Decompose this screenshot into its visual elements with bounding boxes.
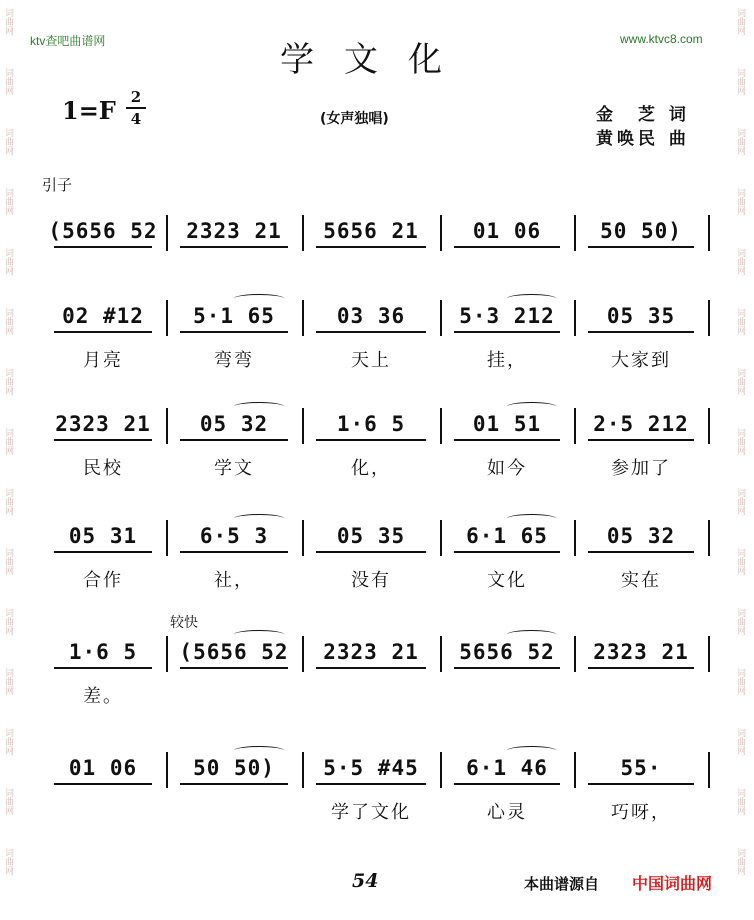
performance-note: (女声独唱) xyxy=(320,111,389,127)
tempo-marking: 较快 xyxy=(170,615,198,631)
bar-line xyxy=(302,520,304,556)
beam-underline xyxy=(588,783,694,785)
beam-underline xyxy=(454,783,560,785)
side-watermark-text: 词曲网 xyxy=(3,8,13,35)
bar-line xyxy=(708,300,710,336)
side-watermark-text: 词曲网 xyxy=(735,428,745,455)
side-watermark-text: 词曲网 xyxy=(735,788,745,815)
score-row xyxy=(0,300,754,380)
measure: 1·6 5 xyxy=(336,412,406,436)
side-watermark-text: 词曲网 xyxy=(3,248,13,275)
lyric-text: 文化 xyxy=(487,570,527,591)
side-watermark-text: 词曲网 xyxy=(3,788,13,815)
slur-mark xyxy=(507,514,556,523)
side-watermark-text: 词曲网 xyxy=(3,548,13,575)
lyric-text: 社， xyxy=(214,570,254,591)
measure: 05 35 xyxy=(336,524,406,548)
slur-mark xyxy=(234,746,284,755)
bar-line xyxy=(302,636,304,672)
bar-line xyxy=(440,300,442,336)
bar-line xyxy=(708,408,710,444)
measure: (5656 52 xyxy=(48,219,158,243)
page-number: 54 xyxy=(352,870,379,892)
lyricist-credit: 金 芝 词 xyxy=(596,105,690,125)
measure: (5656 52 xyxy=(179,640,289,664)
measure: 01 51 xyxy=(472,412,542,436)
score-row xyxy=(0,520,754,600)
slur-mark xyxy=(507,630,556,639)
bar-line xyxy=(166,408,168,444)
lyric-text: 心灵 xyxy=(487,802,527,823)
lyric-text: 化， xyxy=(351,458,391,479)
beam-underline xyxy=(316,331,426,333)
side-watermark-text: 词曲网 xyxy=(3,608,13,635)
side-watermark-text: 词曲网 xyxy=(735,248,745,275)
measure: 05 31 xyxy=(68,524,138,548)
lyric-text: 差。 xyxy=(83,686,123,707)
lyric-text: 学文 xyxy=(214,458,254,479)
side-watermark-text: 词曲网 xyxy=(3,68,13,95)
side-watermark-text: 词曲网 xyxy=(735,548,745,575)
measure: 01 06 xyxy=(68,756,138,780)
side-watermark-text: 词曲网 xyxy=(3,308,13,335)
lyric-text: 参加了 xyxy=(611,458,671,479)
bar-line xyxy=(166,636,168,672)
bar-line xyxy=(574,300,576,336)
measure: 50 50) xyxy=(600,219,682,243)
beam-underline xyxy=(316,551,426,553)
bar-line xyxy=(440,752,442,788)
measure: 2323 21 xyxy=(593,640,689,664)
composer-credit: 黄唤民 曲 xyxy=(596,129,690,149)
beam-underline xyxy=(588,667,694,669)
source-label: 本曲谱源自 xyxy=(524,875,600,893)
score-row xyxy=(0,408,754,488)
lyric-text: 实在 xyxy=(621,570,661,591)
beam-underline xyxy=(316,783,426,785)
beam-underline xyxy=(454,246,560,248)
bar-line xyxy=(166,300,168,336)
measure: 2·5 212 xyxy=(593,412,689,436)
beam-underline xyxy=(316,667,426,669)
score-row xyxy=(0,752,754,832)
side-watermark-text: 词曲网 xyxy=(735,368,745,395)
bar-line xyxy=(166,520,168,556)
measure: 2323 21 xyxy=(186,219,282,243)
time-numerator: 2 xyxy=(130,88,142,106)
bar-line xyxy=(440,215,442,251)
bar-line xyxy=(166,215,168,251)
beam-underline xyxy=(316,439,426,441)
bar-line xyxy=(574,636,576,672)
bar-line xyxy=(440,636,442,672)
beam-underline xyxy=(588,331,694,333)
bar-line xyxy=(440,520,442,556)
measure: 01 06 xyxy=(472,219,542,243)
side-watermark-text: 词曲网 xyxy=(3,848,13,875)
side-watermark-text: 词曲网 xyxy=(735,308,745,335)
lyric-text: 大家到 xyxy=(611,350,671,371)
beam-underline xyxy=(588,439,694,441)
beam-underline xyxy=(180,246,288,248)
beam-underline xyxy=(454,667,560,669)
lyric-text: 没有 xyxy=(351,570,391,591)
measure: 2323 21 xyxy=(55,412,151,436)
bar-line xyxy=(574,408,576,444)
measure: 5656 52 xyxy=(459,640,555,664)
side-watermark-text: 词曲网 xyxy=(735,488,745,515)
top-right-watermark: www.ktvc8.com xyxy=(620,32,703,46)
measure: 6·1 65 xyxy=(466,524,548,548)
slur-mark xyxy=(507,402,556,411)
lyric-text: 月亮 xyxy=(83,350,123,371)
side-watermark-text: 词曲网 xyxy=(735,188,745,215)
side-watermark-text: 词曲网 xyxy=(3,668,13,695)
key-signature: 1=F xyxy=(62,96,116,125)
beam-underline xyxy=(454,439,560,441)
bar-line xyxy=(708,215,710,251)
beam-underline xyxy=(180,331,288,333)
measure: 03 36 xyxy=(336,304,406,328)
slur-mark xyxy=(507,746,556,755)
beam-underline xyxy=(54,331,152,333)
lyric-text: 合作 xyxy=(83,570,123,591)
side-watermark-text: 词曲网 xyxy=(735,848,745,875)
bar-line xyxy=(302,215,304,251)
measure: 6·1 46 xyxy=(466,756,548,780)
beam-underline xyxy=(180,439,288,441)
slur-mark xyxy=(234,294,284,303)
measure: 05 32 xyxy=(199,412,269,436)
side-watermark-text: 词曲网 xyxy=(3,428,13,455)
song-title: 学文化 xyxy=(280,40,472,80)
side-watermark-text: 词曲网 xyxy=(3,728,13,755)
score-row xyxy=(0,215,754,295)
bar-line xyxy=(574,520,576,556)
beam-underline xyxy=(180,667,288,669)
measure: 05 32 xyxy=(606,524,676,548)
time-denominator: 4 xyxy=(130,110,142,128)
side-watermark-text: 词曲网 xyxy=(735,128,745,155)
side-watermark-text: 词曲网 xyxy=(735,728,745,755)
side-watermark-text: 词曲网 xyxy=(735,668,745,695)
lyric-text: 民校 xyxy=(83,458,123,479)
side-watermark-text: 词曲网 xyxy=(3,188,13,215)
beam-underline xyxy=(454,551,560,553)
intro-marking: 引子 xyxy=(42,176,73,194)
bar-line xyxy=(574,215,576,251)
side-watermark-text: 词曲网 xyxy=(735,68,745,95)
beam-underline xyxy=(54,246,152,248)
beam-underline xyxy=(454,331,560,333)
bar-line xyxy=(302,752,304,788)
bar-line xyxy=(708,636,710,672)
slur-mark xyxy=(234,630,284,639)
measure: 5·1 65 xyxy=(193,304,275,328)
slur-mark xyxy=(234,514,284,523)
measure: 02 #12 xyxy=(62,304,144,328)
top-left-watermark: ktv查吧曲谱网 xyxy=(30,34,106,48)
beam-underline xyxy=(588,246,694,248)
side-watermark-text: 词曲网 xyxy=(735,8,745,35)
measure: 1·6 5 xyxy=(68,640,138,664)
slur-mark xyxy=(507,294,556,303)
lyric-text: 学了文化 xyxy=(331,802,411,823)
bar-line xyxy=(574,752,576,788)
side-watermark-text: 词曲网 xyxy=(735,608,745,635)
beam-underline xyxy=(180,551,288,553)
measure: 5656 21 xyxy=(323,219,419,243)
measure: 05 35 xyxy=(606,304,676,328)
lyric-text: 挂， xyxy=(487,350,527,371)
measure: 2323 21 xyxy=(323,640,419,664)
beam-underline xyxy=(180,783,288,785)
lyric-text: 如今 xyxy=(487,458,527,479)
score-row xyxy=(0,636,754,716)
side-watermark-text: 词曲网 xyxy=(3,368,13,395)
slur-mark xyxy=(234,402,284,411)
side-watermark-text: 词曲网 xyxy=(3,128,13,155)
measure: 50 50) xyxy=(193,756,275,780)
lyric-text: 天上 xyxy=(351,350,391,371)
measure: 5·3 212 xyxy=(459,304,555,328)
time-signature xyxy=(126,88,146,128)
measure: 6·5 3 xyxy=(199,524,269,548)
lyric-text: 巧呀， xyxy=(611,802,671,823)
measure: 5·5 #45 xyxy=(323,756,419,780)
source-site: 中国词曲网 xyxy=(632,874,713,893)
bar-line xyxy=(708,520,710,556)
beam-underline xyxy=(54,783,152,785)
beam-underline xyxy=(54,551,152,553)
beam-underline xyxy=(316,246,426,248)
bar-line xyxy=(302,300,304,336)
beam-underline xyxy=(54,439,152,441)
side-watermark-text: 词曲网 xyxy=(3,488,13,515)
bar-line xyxy=(302,408,304,444)
beam-underline xyxy=(54,667,152,669)
measure: 55· xyxy=(620,756,662,780)
beam-underline xyxy=(588,551,694,553)
bar-line xyxy=(440,408,442,444)
lyric-text: 弯弯 xyxy=(214,350,254,371)
bar-line xyxy=(708,752,710,788)
bar-line xyxy=(166,752,168,788)
